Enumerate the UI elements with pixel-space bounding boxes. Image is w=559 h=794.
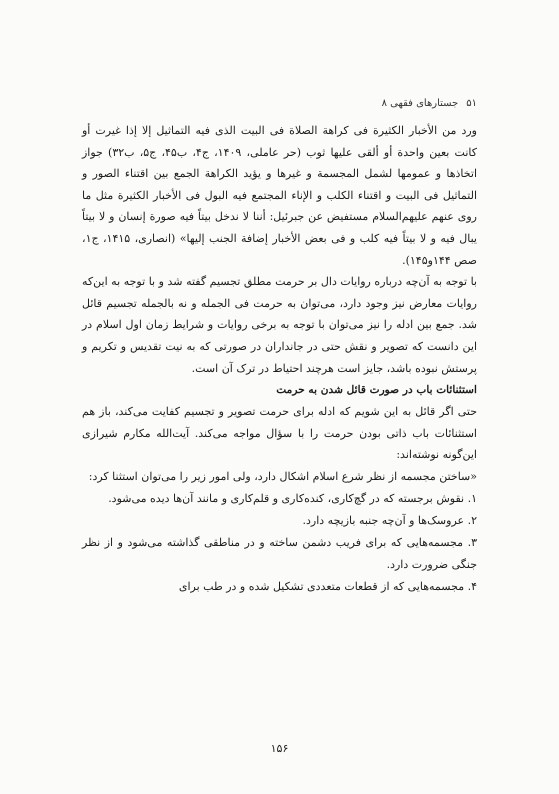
section-heading: استثنائات باب در صورت قائل شدن به حرمت (276, 384, 477, 397)
list-item: ۲. عروسک‌ها و آن‌چه جنبه بازیچه دارد. (302, 513, 477, 527)
page-body (82, 120, 477, 598)
list-item: ۱. نقوش برجسته که در گچ‌کاری، کنده‌کاری و قلم‌کاری و مانند آن‌ها دیده می‌شود. (108, 491, 477, 505)
exceptions-paragraph: حتی اگر قائل به این شویم که ادله برای حرمت تصویر و تجسیم کفایت می‌کند، باز هم استثنائات باب ذاتی بودن حرمت را با سؤال مواجه می‌کند. آیت‌الله مکارم شیرازی این‌گونه نوشته‌اند: (82, 405, 477, 462)
page-header (82, 98, 477, 109)
list-item: ۳. مجسمه‌هایی که برای فریب دشمن ساخته و در مناطقی گذاشته می‌شود و از نظر جنگی ضرورت دارد. (82, 535, 477, 571)
quote-paragraph: «ساختن مجسمه از نظر شرع اسلام اشکال دارد، ولی امور زیر را می‌توان استثنا کرد: (88, 469, 477, 483)
arabic-citation-paragraph: ورد من الأخبار الکثیرة فی کراهة الصلاة فی البیت الذی فیه التماثیل إلا إذا غیرت أو کانت بعین واحدة أو ألقی علیها ثوب (حر عاملی، ۱۴۰۹، ج۴، ب۴۵، ج۵، ب۳۲) جواز اتخاذها و عمومها لشمل المجسمة و غیرها و یؤید الکراهة الجمع بین اقتناء الصور و التماثیل فی البیت و اقتناء الکلب و الإناء المجتمع فیه البول فی الأخبار الکثیرة مثل ما روی عنهم علیهم‌السلام مستفیض عن جبرئیل: أننا لا ندخل بیتاً فیه صورة إنسان و لا بیتاً یبال فیه و لا بیتاً فیه کلب و فی بعض الأخبار إضافة الجنب إلیها» (انصاری، ۱۴۱۵، ج۱، صص ۱۴۴و۱۴۵). (82, 124, 477, 267)
header-page-number: ۵۱ (466, 98, 477, 109)
persian-paragraph: با توجه به آن‌چه درباره روایات دال بر حرمت مطلق تجسیم گفته شد و با توجه به این‌که روایات معارض نیز وجود دارد، می‌توان به حرمت فی الجمله و نه بالجمله تجسیم قائل شد. جمع بین ادله را نیز می‌توان با توجه به برخی روایات و شرایط زمان اول اسلام در این دانست که تصویر و نقش حتی در جانداران در صورتی که به نیت تقدیس و تکریم و پرستش نبوده باشد، جایز است هرچند احتیاط در ترک آن است. (82, 275, 477, 375)
exceptions-list (82, 488, 477, 598)
list-item: ۴. مجسمه‌هایی که از قطعات متعددی تشکیل شده و در طب برای (178, 579, 477, 593)
header-running-title: جستارهای فقهی ۸ (381, 98, 459, 109)
page-folio: ۱۵۶ (270, 742, 289, 755)
